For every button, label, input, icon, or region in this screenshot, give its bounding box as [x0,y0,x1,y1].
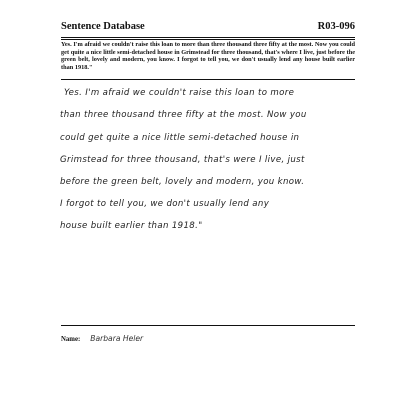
name-field [61,328,144,343]
name-signature: Barbara Heler [90,334,144,343]
name-label: Name: [61,336,81,343]
printed-prompt-text: Yes. I'm afraid we couldn't raise this loan to more than three thousand three fifty at the most. Now you could get quite a nice little semi-detached house in Grimstead for three thousand, that's where I live, just before the green belt, lovely and modern, you know. I forgot to tell you, we don't usually lend any house built earlier than 1918." [61,41,355,71]
handwritten-line: Yes. I'm afraid we couldn't raise this loan to more [64,88,295,98]
handwritten-line: house built earlier than 1918." [60,221,203,231]
handwritten-line: Grimstead for three thousand, that's were I live, just [60,155,305,165]
form-id: R03-096 [317,21,355,32]
database-title: Sentence Database [61,21,145,32]
handwritten-line: than three thousand three fifty at the most. Now you [60,110,307,120]
handwritten-line: I forgot to tell you, we don't usually lend any [60,199,270,209]
prompt-divider [61,79,355,80]
handwritten-line: could get quite a nice little semi-detached house in [60,133,300,143]
header-rule-top [61,37,355,38]
handwritten-line: before the green belt, lovely and modern, you know. [60,177,305,187]
header-rule-bottom [61,39,355,40]
form-header [61,21,355,35]
signature-divider [61,325,355,326]
